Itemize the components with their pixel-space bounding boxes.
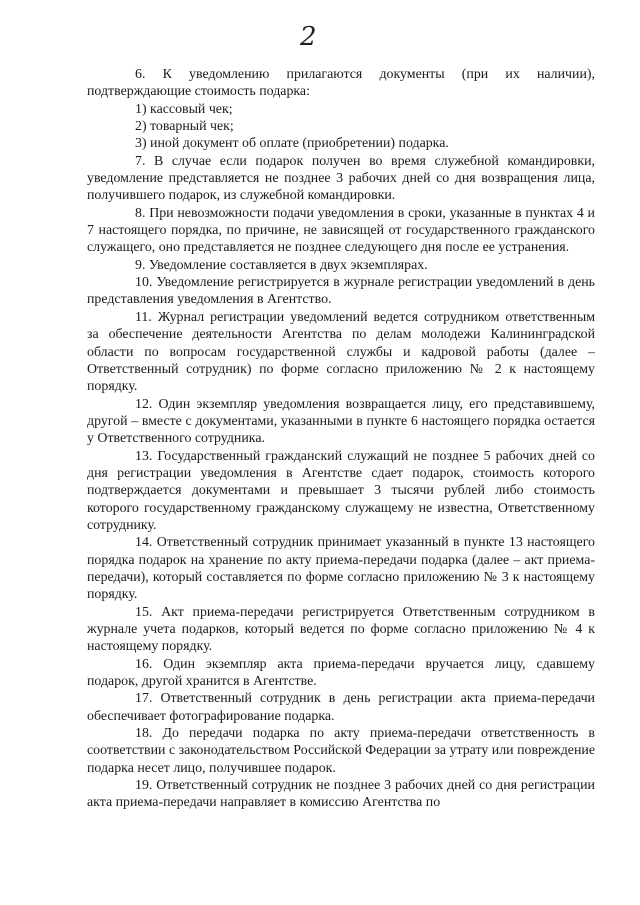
paragraph-15: 15. Акт приема-передачи регистрируется Ответственным сотрудником в журнале учета подарков, который ведется по форме согласно приложению № 4 к настоящему порядку.	[87, 604, 595, 655]
list-item-cash-receipt: 1) кассовый чек;	[135, 101, 233, 117]
list-item-sales-receipt: 2) товарный чек;	[135, 119, 234, 135]
paragraph-7: 7. В случае если подарок получен во время служебной командировки, уведомление представляется не позднее 3 рабочих дней со дня возвращения лица, получившего подарок, из служебной командировки.	[87, 153, 595, 204]
paragraph-18: 18. До передачи подарка по акту приема-передачи ответственность в соответствии с законодательством Российской Федерации за утрату или повреждение подарка несет лицо, получившее подарок.	[87, 726, 595, 776]
list-item-other-payment-document: 3) иной документ об оплате (приобретении) подарка.	[135, 136, 449, 152]
paragraph-6: 6. К уведомлению прилагаются документы (при их наличии), подтверждающие стоимость подарка:	[87, 67, 595, 100]
page-number: 2	[300, 22, 317, 52]
paragraph-14: 14. Ответственный сотрудник принимает указанный в пункте 13 настоящего порядка подарок на хранение по акту приема-передачи подарка (далее – акт приема-передачи), который составляется по форме согласно приложению № 3 к настоящему порядку.	[87, 535, 595, 603]
paragraph-19: 19. Ответственный сотрудник не позднее 3 рабочих дней со дня регистрации акта приема-передачи направляет в комиссию Агентства по	[87, 778, 595, 811]
paragraph-12: 12. Один экземпляр уведомления возвращается лицу, его представившему, другой – вместе с документами, указанными в пункте 6 настоящего порядка остается у Ответственного сотрудника.	[87, 396, 595, 447]
paragraph-10: 10. Уведомление регистрируется в журнале регистрации уведомлений в день представления уведомления в Агентство.	[87, 275, 595, 308]
paragraph-17: 17. Ответственный сотрудник в день регистрации акта приема-передачи обеспечивает фотографирование подарка.	[87, 691, 595, 724]
paragraph-9: 9. Уведомление составляется в двух экземплярах.	[135, 257, 428, 273]
paragraph-11: 11. Журнал регистрации уведомлений ведется сотрудником ответственным за обеспечение деятельности Агентства по делам молодежи Калининградской области по вопросам государственной службы и кадровой работы (далее – Ответственный сотрудник) по форме согласно приложению № 2 к настоящему порядку.	[87, 309, 595, 395]
document-body	[87, 66, 595, 812]
paragraph-16: 16. Один экземпляр акта приема-передачи вручается лицу, сдавшему подарок, другой хранится в Агентстве.	[87, 656, 595, 690]
paragraph-8: 8. При невозможности подачи уведомления в сроки, указанные в пунктах 4 и 7 настоящего порядка, по причине, не зависящей от государственного гражданского служащего, оно представляется не позднее следующего дня после ее устранения.	[87, 205, 595, 256]
paragraph-13: 13. Государственный гражданский служащий не позднее 5 рабочих дней со дня регистрации уведомления в Агентстве сдает подарок, стоимость которого подтверждается документами и превышает 3 тысячи рублей либо стоимость которого государственному гражданскому служащему не известна, Ответственному сотруднику.	[87, 448, 595, 533]
